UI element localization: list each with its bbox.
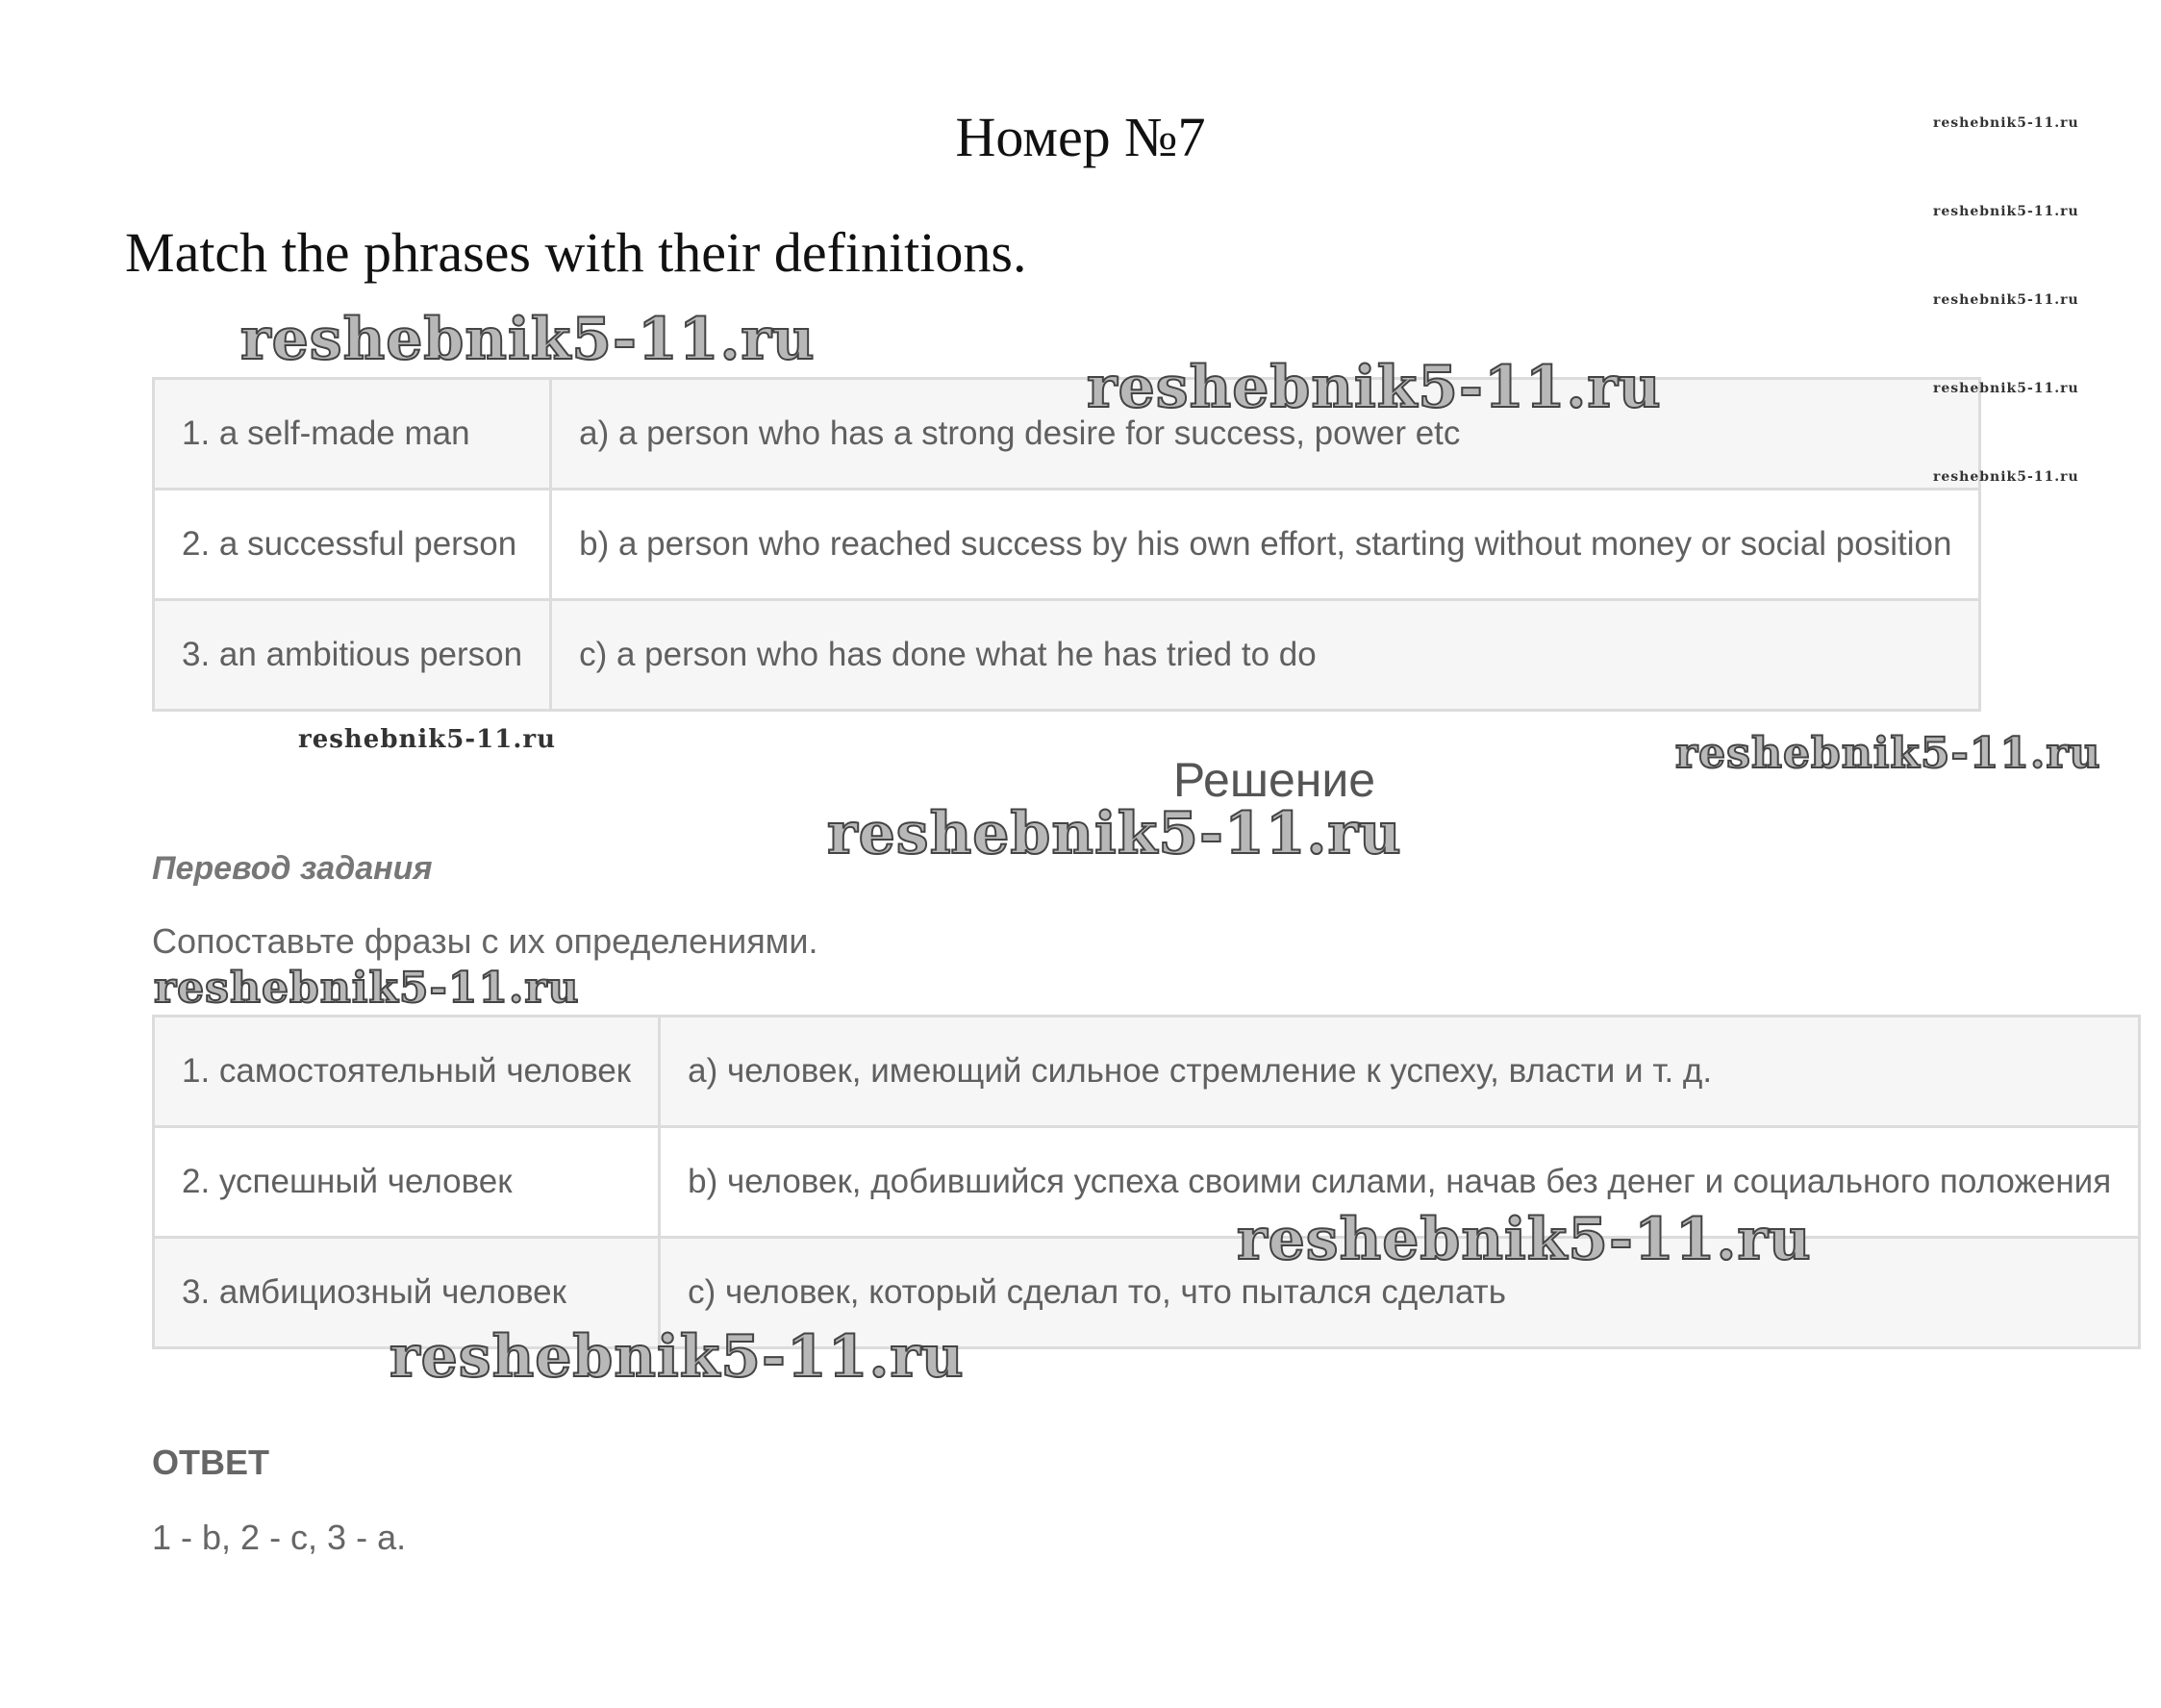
phrase-cell: 1. самостоятельный человек xyxy=(154,1017,660,1127)
solution-heading: Решение xyxy=(1172,753,1376,807)
definition-cell: c) a person who has done what he has tried to do xyxy=(551,600,1980,711)
watermark: reshebnik5-11.ru xyxy=(1237,1206,1812,1273)
phrase-cell: 1. a self-made man xyxy=(154,379,551,490)
table-row xyxy=(154,1127,2140,1238)
task-instruction: Match the phrases with their definitions. xyxy=(125,221,1027,284)
watermark: reshebnik5-11.ru xyxy=(827,800,1402,867)
definition-cell: a) a person who has a strong desire for success, power etc xyxy=(551,379,1980,490)
watermark: reshebnik5-11.ru xyxy=(1087,354,1662,421)
definition-cell: b) a person who reached success by his own effort, starting without money or social position xyxy=(551,490,1980,600)
table-row xyxy=(154,490,1980,600)
english-matching-table xyxy=(152,377,1981,712)
watermark: reshebnik5-11.ru xyxy=(1933,381,2079,396)
phrase-cell: 3. амбициозный человек xyxy=(154,1238,660,1348)
watermark: reshebnik5-11.ru xyxy=(154,964,580,1013)
watermark: reshebnik5-11.ru xyxy=(1933,204,2079,219)
table-row xyxy=(154,379,1980,490)
phrase-cell: 2. успешный человек xyxy=(154,1127,660,1238)
watermark: reshebnik5-11.ru xyxy=(298,725,557,754)
watermark: reshebnik5-11.ru xyxy=(1675,729,2101,778)
translation-text: Сопоставьте фразы с их определениями. xyxy=(152,921,818,961)
watermark: reshebnik5-11.ru xyxy=(389,1323,965,1391)
page-title: Номер №7 xyxy=(955,106,1206,168)
watermark: reshebnik5-11.ru xyxy=(240,306,816,373)
definition-cell: b) человек, добившийся успеха своими силами, начав без денег и социального положения xyxy=(660,1127,2140,1238)
answer-heading: ОТВЕТ xyxy=(152,1443,269,1482)
definition-cell: c) человек, который сделал то, что пытался сделать xyxy=(660,1238,2140,1348)
russian-matching-table xyxy=(152,1015,2141,1349)
phrase-cell: 3. an ambitious person xyxy=(154,600,551,711)
watermark: reshebnik5-11.ru xyxy=(1933,115,2079,131)
translation-heading: Перевод задания xyxy=(152,850,433,887)
phrase-cell: 2. a successful person xyxy=(154,490,551,600)
watermark: reshebnik5-11.ru xyxy=(1933,292,2079,308)
watermark: reshebnik5-11.ru xyxy=(1933,469,2079,485)
answer-text: 1 - b, 2 - c, 3 - a. xyxy=(152,1518,407,1557)
table-row xyxy=(154,600,1980,711)
definition-cell: а) человек, имеющий сильное стремление к успеху, власти и т. д. xyxy=(660,1017,2140,1127)
table-row xyxy=(154,1017,2140,1127)
